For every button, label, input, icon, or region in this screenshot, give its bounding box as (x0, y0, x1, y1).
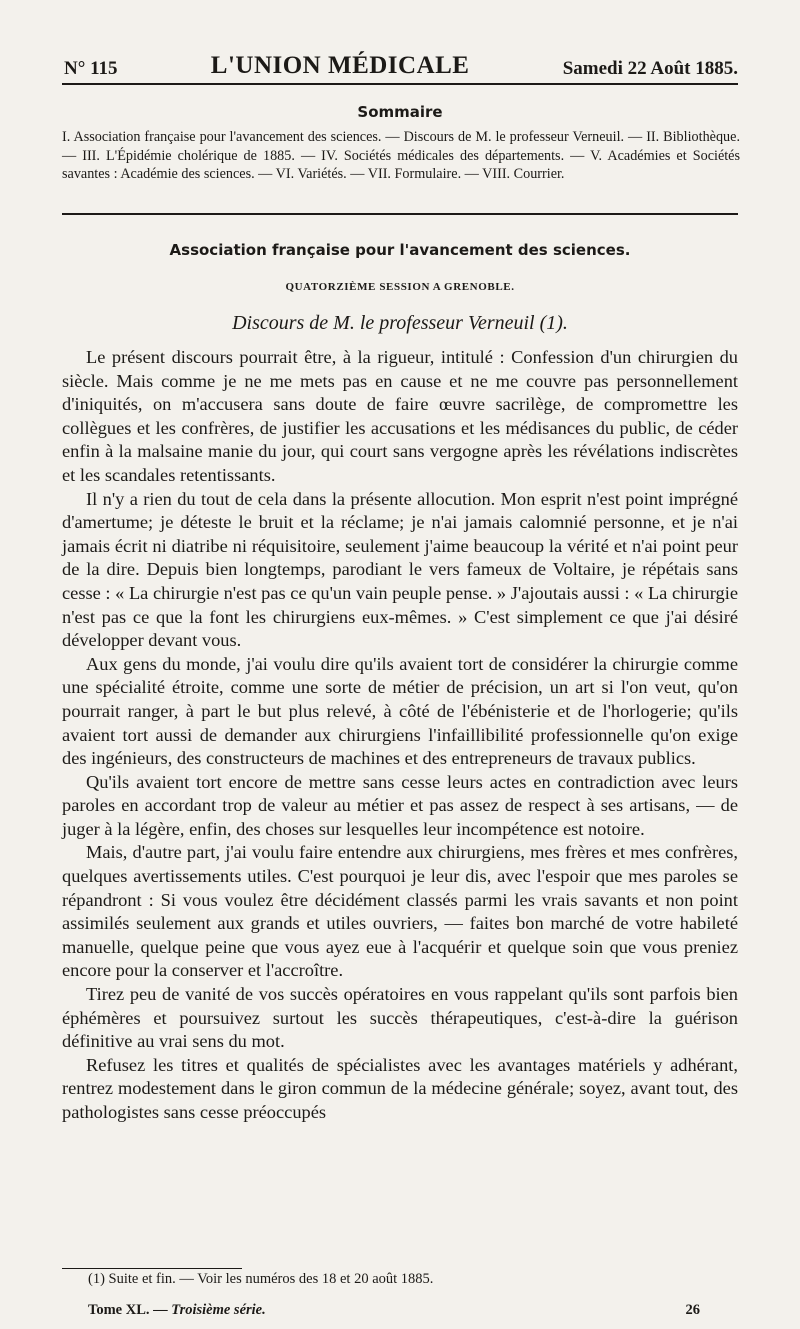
article-title: Association française pour l'avancement des sciences. (169, 241, 631, 259)
summary-text: I. Association française pour l'avancement des sciences. — Discours de M. le professeur Verneuil. — II. Bibliothèque. — III. L'Épidémie cholérique de 1885. — IV. Sociétés médicales des départements. — V. Académies et Sociétés savantes : Académie des sciences. — VI. Variétés. — VII. Formulaire. — VIII. Courrier. (62, 129, 740, 183)
journal-title: L'UNION MÉDICALE (210, 52, 470, 79)
paragraph: Aux gens du monde, j'ai voulu dire qu'ils avaient tort de considérer la chirurgie comme une spécialité étroite, comme une sorte de métier de précision, un art si l'on veut, qu'on pourrait ranger, à part le but plus relevé, à côté de l'ébénisterie et de l'horlogerie; qu'ils avaient tort aussi de demander aux chirurgiens l'infaillibilité professionnelle qu'on exige des ingénieurs, des constructeurs de machines et des entrepreneurs de travaux publics. (62, 653, 738, 769)
page-footer (88, 1302, 700, 1319)
footnote: (1) Suite et fin. — Voir les numéros des 18 et 20 août 1885. (88, 1271, 434, 1287)
paragraph: Mais, d'autre part, j'ai voulu faire entendre aux chirurgiens, mes frères et mes confrères, quelques avertissements utiles. C'est pourquoi je leur dis, avec l'espoir que mes paroles se répandront : Si vous voulez être décidément classés parmi les vrais savants et non point assimilés seulement aux grands et utiles ouvriers, — faites bon marché de votre habileté manuelle, quelque peine que vous ayez eue à l'acquérir et quelque soin que vous preniez encore pour la conserver et l'accroître. (62, 842, 738, 981)
page-header (64, 40, 738, 80)
paragraph: Tirez peu de vanité de vos succès opératoires en vous rappelant qu'ils sont parfois bien éphémères et poursuivez surtout les succès thérapeutiques, c'est-à-dire la guérison définitive au vrai sens du mot. (62, 984, 738, 1052)
paragraph: Il n'y a rien du tout de cela dans la présente allocution. Mon esprit n'est point imprégné d'amertume; je déteste le bruit et la réclame; je n'ai jamais calomnié personne, et je n'ai jamais écrit ni diatribe ni réquisitoire, seulement j'aime beaucoup la vérité et n'ai point peur de la dire. Depuis bien longtemps, parodiant le vers fameux de Voltaire, je répétais sans cesse : « La chirurgie n'est pas ce qu'un vain peuple pense. » J'ajoutais aussi : « La chirurgie n'est pas ce que la font les chirurgiens eux-mêmes. » C'est simplement ce que j'ai désiré développer devant vous. (62, 488, 738, 651)
issue-number: N° 115 (64, 58, 118, 79)
article-body (62, 346, 738, 1125)
footnote-rule (62, 1268, 242, 1269)
summary-rule (62, 213, 738, 215)
series-label: Troisième série. (171, 1302, 266, 1318)
volume-label: Tome XL. — (88, 1302, 168, 1318)
page-number: 26 (685, 1302, 700, 1318)
issue-date: Samedi 22 Août 1885. (562, 58, 738, 79)
article-lecture-title: Discours de M. le professeur Verneuil (1). (232, 312, 568, 334)
header-rule (62, 83, 738, 85)
paragraph: Qu'ils avaient tort encore de mettre sans cesse leurs actes en contradiction avec leurs paroles en accordant trop de valeur au métier et pas assez de respect à ses artisans, — de juger à la légère, enfin, des choses sur lesquelles leur incompétence est notoire. (62, 771, 738, 839)
paragraph: Le présent discours pourrait être, à la rigueur, intitulé : Confession d'un chirurgien du siècle. Mais comme je ne me mets pas en cause et ne me couvre pas personnellement d'iniquités, on m'accusera sans doute de faire œuvre sacrilège, de compromettre les collègues et les confrères, de justifier les accusations et les médisances du public, de céder enfin à la malsaine manie du jour, qui court sans vergogne après les révélations indiscrètes et les scandales retentissants. (62, 347, 738, 485)
summary-title: Sommaire (357, 103, 443, 121)
volume-info (88, 1302, 266, 1319)
paragraph: Refusez les titres et qualités de spécialistes avec les avantages matériels y adhérant, rentrez modestement dans le giron commun de la médecine générale; soyez, avant tout, des pathologistes sans cesse préoccupés (62, 1054, 738, 1122)
article-subtitle: QUATORZIÈME SESSION A GRENOBLE. (285, 281, 515, 293)
